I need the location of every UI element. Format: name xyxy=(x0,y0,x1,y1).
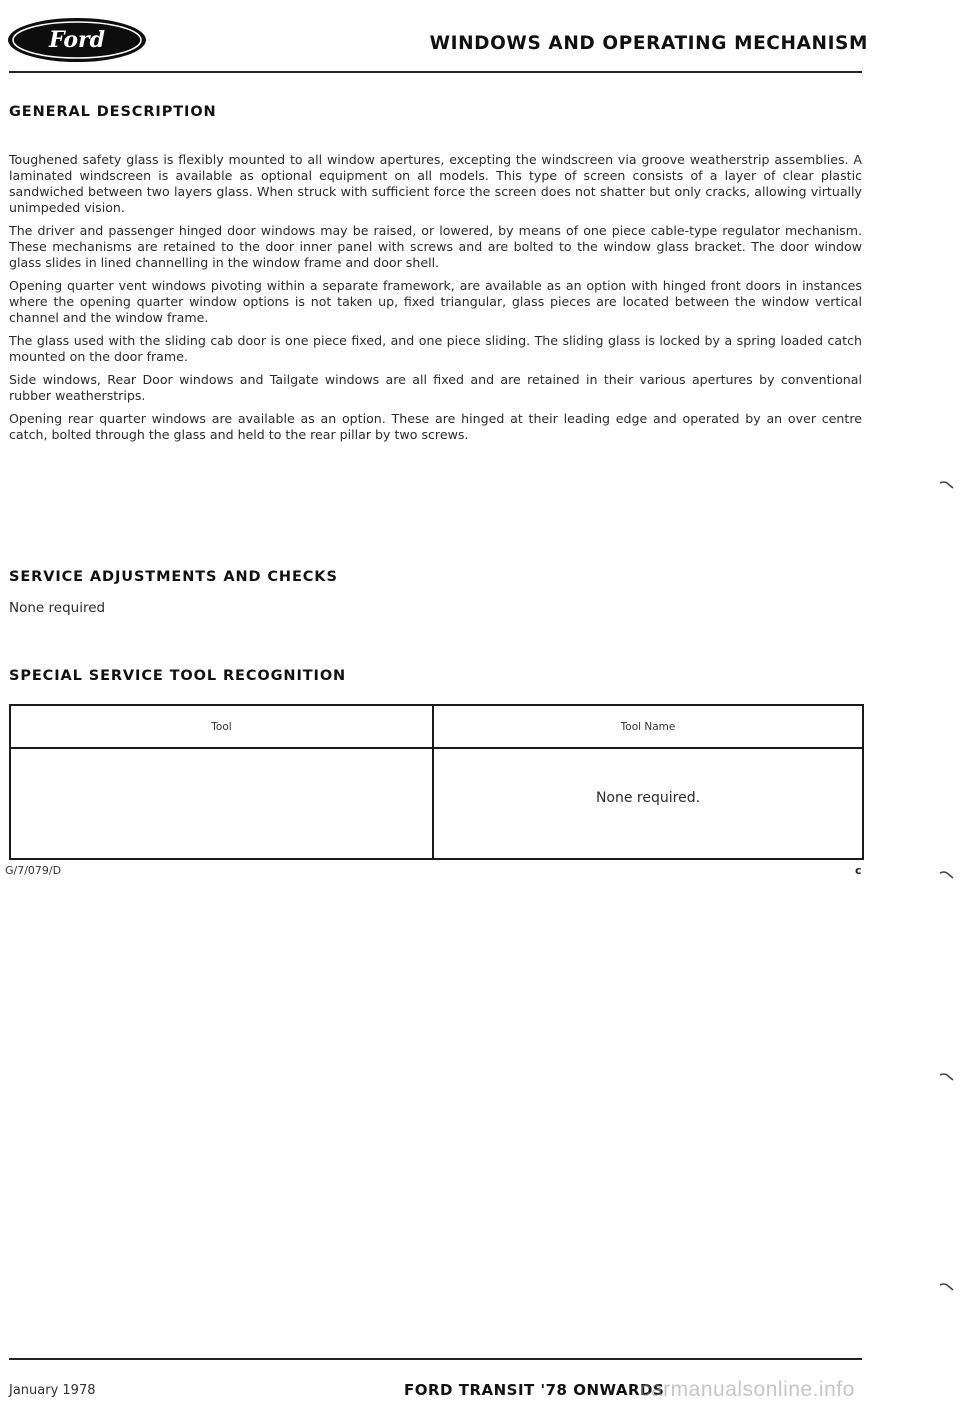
page-title: WINDOWS AND OPERATING MECHANISM xyxy=(429,33,868,54)
footer-divider xyxy=(9,1358,862,1360)
paragraph: Side windows, Rear Door windows and Tailgate windows are all fixed and are retained in their various apertures by conventional rubber weatherstrips. xyxy=(9,372,862,403)
paragraph: The driver and passenger hinged door windows may be raised, or lowered, by means of one piece cable-type regulator mechanism. These mechanisms are retained to the door inner panel with screws and are bolted to the window glass bracket. The door window glass slides in lined channelling in the window frame and door shell. xyxy=(9,223,862,270)
table-header-tool: Tool xyxy=(211,721,232,733)
logo-wordmark: Ford xyxy=(48,27,106,53)
general-description-heading: GENERAL DESCRIPTION xyxy=(9,104,217,120)
revision-mark: c xyxy=(855,864,862,877)
margin-mark xyxy=(938,1282,956,1292)
ford-logo xyxy=(6,16,148,64)
table-cell-tool-name: None required. xyxy=(595,790,701,806)
table-header-tool-name: Tool Name xyxy=(620,721,676,733)
margin-mark xyxy=(938,1072,956,1082)
footer-date: January 1978 xyxy=(9,1383,96,1398)
tool-table xyxy=(9,704,864,860)
special-tools-heading: SPECIAL SERVICE TOOL RECOGNITION xyxy=(9,668,347,684)
header-divider xyxy=(9,71,862,73)
figure-reference: G/7/079/D xyxy=(5,864,62,877)
paragraph: Toughened safety glass is flexibly mounted to all window apertures, excepting the windscreen via groove weatherstrip assemblies. A laminated windscreen is available as optional equipment on all models. This type of screen consists of a layer of clear plastic sandwiched between two layers glass. When struck with sufficient force the screen does not shatter but only cracks, allowing virtually unimpeded vision. xyxy=(9,152,862,215)
service-adjustments-heading: SERVICE ADJUSTMENTS AND CHECKS xyxy=(9,569,338,585)
general-description-body xyxy=(9,152,862,450)
watermark: carmanualsonline.info xyxy=(640,1378,855,1401)
paragraph: The glass used with the sliding cab door is one piece fixed, and one piece sliding. The sliding glass is locked by a spring loaded catch mounted on the door frame. xyxy=(9,333,862,364)
footer-publication: FORD TRANSIT '78 ONWARDS xyxy=(404,1381,665,1399)
table-header-divider xyxy=(11,747,862,749)
paragraph: Opening rear quarter windows are available as an option. These are hinged at their leading edge and operated by an over centre catch, bolted through the glass and held to the rear pillar by two screws. xyxy=(9,411,862,442)
margin-mark xyxy=(938,870,956,880)
margin-mark xyxy=(938,480,956,490)
paragraph: Opening quarter vent windows pivoting within a separate framework, are available as an option with hinged front doors in instances where the opening quarter window options is not taken up, fixed triangular, glass pieces are located between the window vertical channel and the window frame. xyxy=(9,278,862,325)
service-adjustments-text: None required xyxy=(9,600,106,616)
